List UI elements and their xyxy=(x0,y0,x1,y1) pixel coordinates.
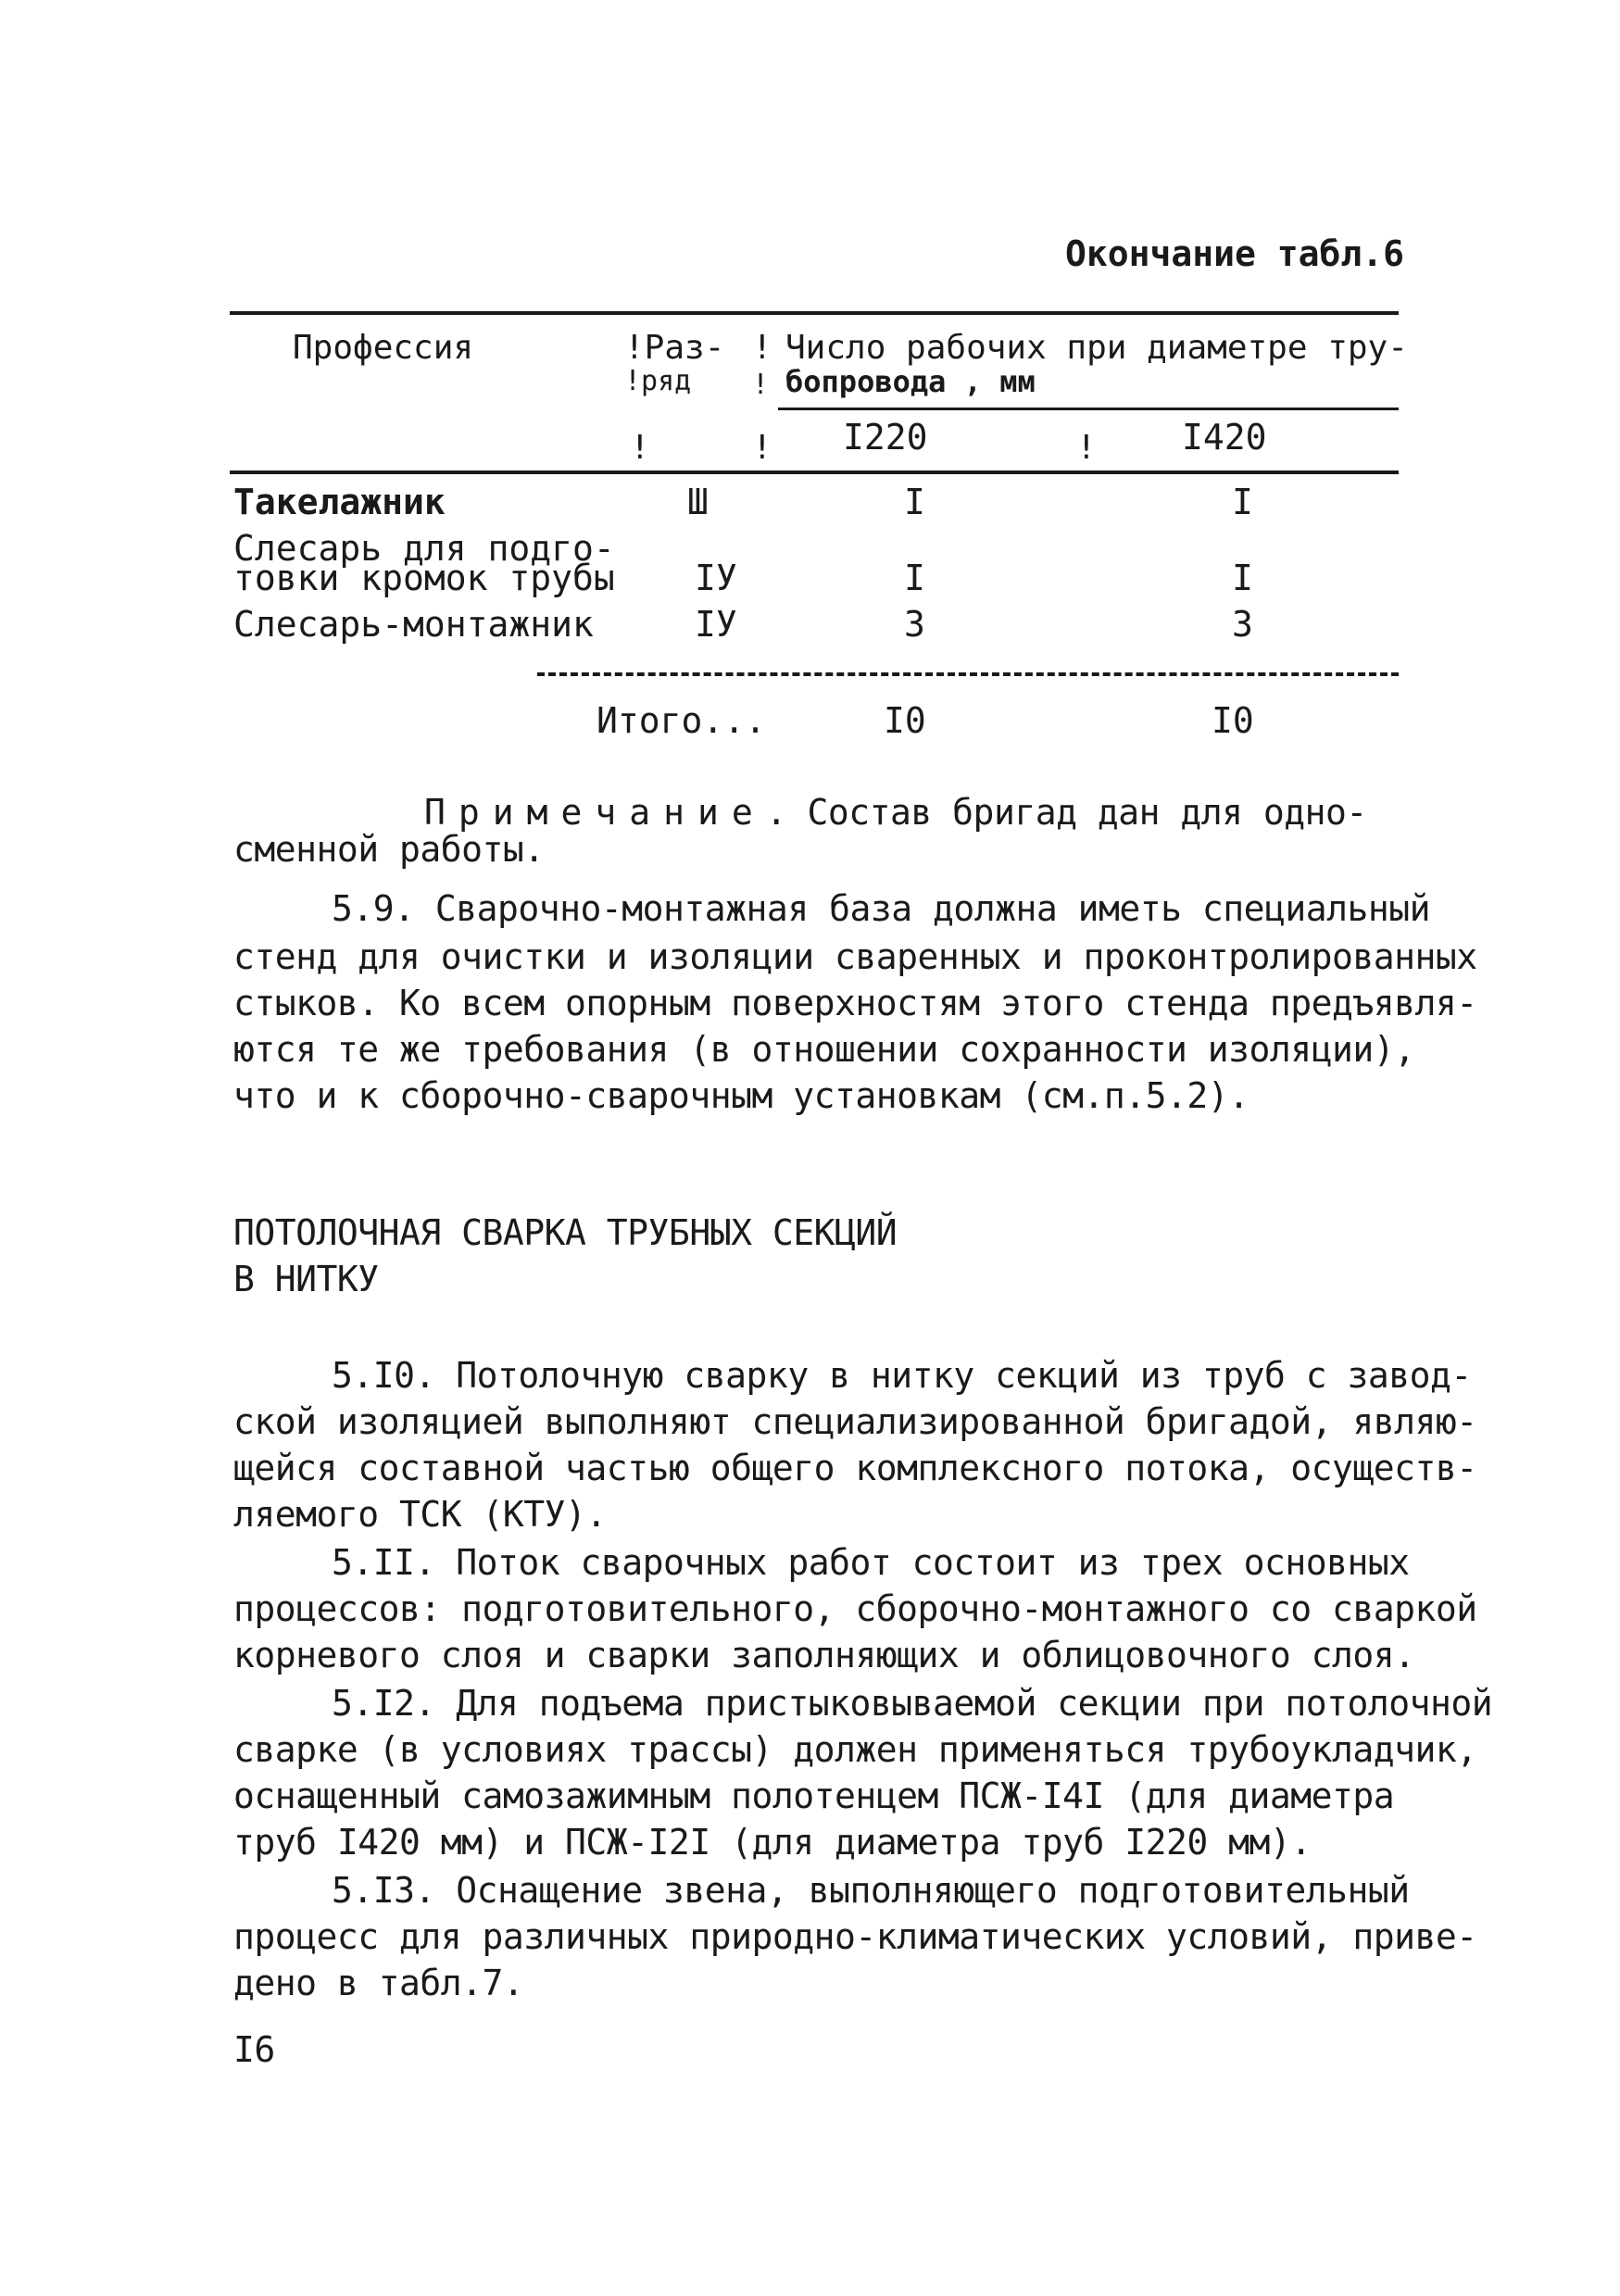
header-separator-4: ! xyxy=(752,429,772,467)
text-line: стыков. Ко всем опорным поверхностям этого стенда предъявля- xyxy=(233,983,1477,1023)
header-workers-line2: бопровода , мм xyxy=(785,364,1036,399)
total-d1220: I0 xyxy=(884,700,926,741)
header-workers-line1: Число рабочих при диаметре тру- xyxy=(785,329,1408,367)
total-label: Итого... xyxy=(597,700,767,741)
header-grade-line1: !Раз- xyxy=(624,329,725,367)
heading-line: В НИТКУ xyxy=(233,1259,379,1299)
header-separator-5: ! xyxy=(1076,429,1097,467)
text-line: щейся составной частью общего комплексного потока, осуществ- xyxy=(233,1448,1477,1488)
table-top-rule xyxy=(230,311,1399,315)
page-number: I6 xyxy=(233,2029,275,2070)
note-word: Примечание xyxy=(424,792,766,833)
text-line: оснащенный самозажимным полотенцем ПСЖ-I4I (для диаметра xyxy=(233,1775,1395,1816)
header-bottom-rule xyxy=(230,470,1399,474)
row-d1420: I xyxy=(1232,558,1253,598)
row-d1220: I xyxy=(904,558,925,598)
note xyxy=(424,789,1367,835)
text-line: 5.II. Поток сварочных работ состоит из трех основных xyxy=(332,1542,1410,1583)
note-text: . Состав бригад дан для одно- xyxy=(765,792,1367,833)
row-d1220: I xyxy=(904,482,925,522)
text-line: корневого слоя и сварки заполняющих и облицовочного слоя. xyxy=(233,1635,1415,1675)
table-caption: Окончание табл.6 xyxy=(1065,233,1405,274)
header-grade-line2: !ряд xyxy=(624,365,692,397)
header-diameter-1420: I420 xyxy=(1182,417,1267,458)
text-line: сварке (в условиях трассы) должен применяться трубоукладчик, xyxy=(233,1729,1477,1770)
header-separator-1: ! xyxy=(752,329,772,367)
row-profession-line2: товки кромок трубы xyxy=(233,558,615,598)
text-line: ляемого ТСК (КТУ). xyxy=(233,1494,607,1535)
header-separator-3: ! xyxy=(630,429,650,467)
text-line: стенд для очистки и изоляции сваренных и проконтролированных xyxy=(233,936,1477,977)
text-line: ской изоляцией выполняют специализированной бригадой, являю- xyxy=(233,1401,1477,1442)
text-line: 5.I3. Оснащение звена, выполняющего подготовительный xyxy=(332,1870,1410,1911)
text-line: 5.I2. Для подъема пристыковываемой секции при потолочной xyxy=(332,1683,1493,1724)
text-line: 5.I0. Потолочную сварку в нитку секций из труб с завод- xyxy=(332,1355,1472,1396)
text-line: дено в табл.7. xyxy=(233,1963,524,2003)
row-d1220: 3 xyxy=(904,604,925,645)
row-profession: Слесарь-монтажник xyxy=(233,604,594,645)
header-diameter-1220: I220 xyxy=(843,417,928,458)
row-d1420: I xyxy=(1232,482,1253,522)
row-profession-line1: Слесарь для подго- xyxy=(233,528,615,569)
total-dashed-rule xyxy=(537,672,1399,680)
text-line: ются те же требования (в отношении сохранности изоляции), xyxy=(233,1029,1415,1070)
text-line: процесс для различных природно-климатических условий, приве- xyxy=(233,1916,1477,1957)
header-profession: Профессия xyxy=(293,329,474,367)
text-line: труб I420 мм) и ПСЖ-I2I (для диаметра труб I220 мм). xyxy=(233,1822,1312,1863)
row-grade: IУ xyxy=(695,604,737,645)
note-line2: сменной работы. xyxy=(233,829,545,870)
row-grade: Ш xyxy=(687,482,709,522)
header-separator-2: ! xyxy=(752,369,770,401)
text-line: 5.9. Сварочно-монтажная база должна иметь специальный xyxy=(332,888,1431,929)
total-d1420: I0 xyxy=(1212,700,1254,741)
row-profession: Такелажник xyxy=(233,482,446,522)
row-grade: IУ xyxy=(695,558,737,598)
header-subrule xyxy=(778,408,1399,410)
text-line: что и к сборочно-сварочным установкам (см.п.5.2). xyxy=(233,1075,1250,1116)
text-line: процессов: подготовительного, сборочно-монтажного со сваркой xyxy=(233,1588,1477,1629)
heading-line: ПОТОЛОЧНАЯ СВАРКА ТРУБНЫХ СЕКЦИЙ xyxy=(233,1212,898,1253)
row-d1420: 3 xyxy=(1232,604,1253,645)
